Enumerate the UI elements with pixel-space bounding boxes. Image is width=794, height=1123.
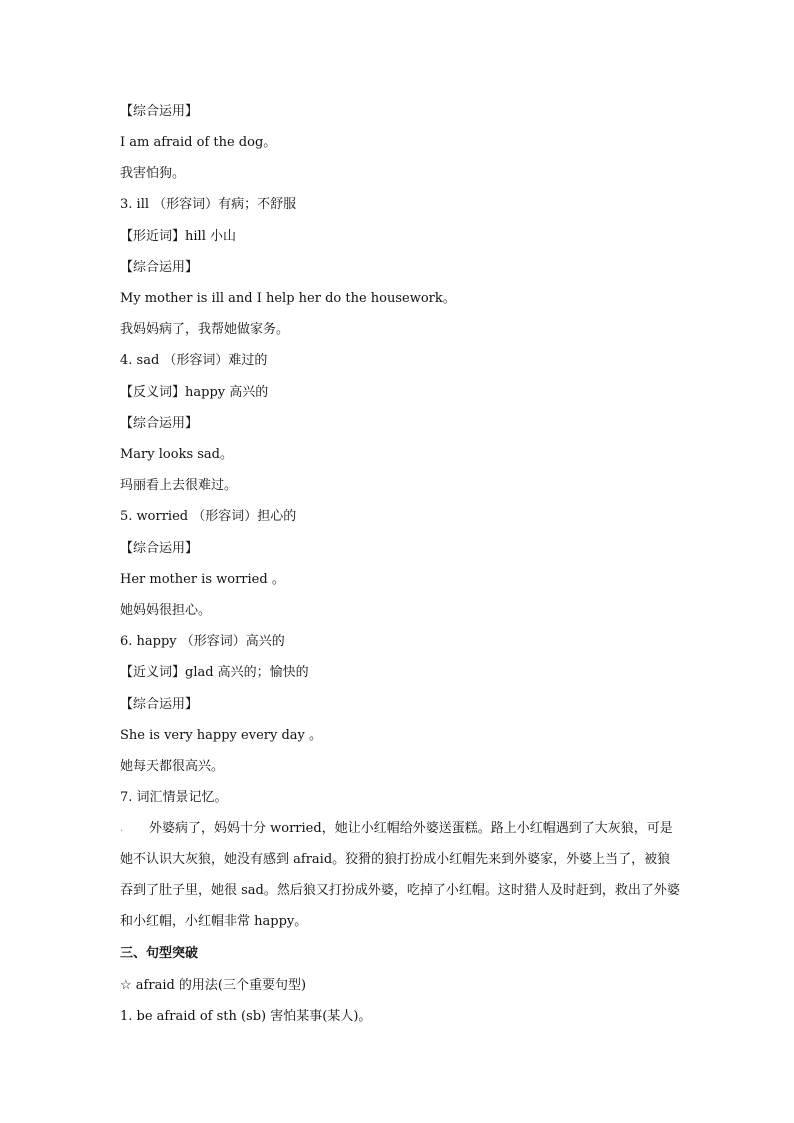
comprehensive-usage-label: 【综合运用】 bbox=[120, 104, 199, 119]
synonym-label: 【近义词】glad 高兴的；愉快的 bbox=[120, 665, 309, 680]
paragraph-marker: . bbox=[120, 823, 124, 834]
similar-word-label: 【形近词】hill 小山 bbox=[120, 229, 236, 244]
example-sentence-zh: 她每天都很高兴。 bbox=[120, 759, 225, 774]
vocab-item-happy: 6. happy （形容词）高兴的 bbox=[120, 634, 285, 649]
comprehensive-usage-label: 【综合运用】 bbox=[120, 260, 199, 275]
example-sentence-en: My mother is ill and I help her do the housework。 bbox=[120, 291, 456, 306]
comprehensive-usage-label: 【综合运用】 bbox=[120, 541, 199, 556]
example-sentence-zh: 我妈妈病了，我帮她做家务。 bbox=[120, 322, 290, 337]
comprehensive-usage-label: 【综合运用】 bbox=[120, 697, 199, 712]
vocab-item-ill: 3. ill （形容词）有病；不舒服 bbox=[120, 197, 297, 212]
sentence-pattern-line: 1. be afraid of sth (sb) 害怕某事(某人)。 bbox=[120, 1009, 372, 1024]
vocab-scene-memory-heading: 7. 词汇情景记忆。 bbox=[120, 790, 228, 805]
vocab-item-worried: 5. worried （形容词）担心的 bbox=[120, 509, 297, 524]
section-title: 三、句型突破 bbox=[120, 946, 199, 961]
example-sentence-zh: 我害怕狗。 bbox=[120, 166, 186, 181]
example-sentence-zh: 她妈妈很担心。 bbox=[120, 603, 212, 618]
story-paragraph: 外婆病了，妈妈十分 worried，她让小红帽给外婆送蛋糕。路上小红帽遇到了大灰狼，可是她不认识大灰狼，她没有感到 afraid。狡猾的狼打扮成小红帽先来到外婆家，外婆上当了，被狼吞到了肚子里，她很 sad。然后狼又打扮成外婆，吃掉了小红帽。这时猎人及时赶到，救出了外婆和小红帽，小红帽非常 happy。 bbox=[120, 821, 680, 929]
antonym-label: 【反义词】happy 高兴的 bbox=[120, 385, 269, 400]
example-sentence-en: She is very happy every day 。 bbox=[120, 728, 323, 743]
example-sentence-en: I am afraid of the dog。 bbox=[120, 135, 277, 150]
comprehensive-usage-label: 【综合运用】 bbox=[120, 416, 199, 431]
example-sentence-zh: 玛丽看上去很难过。 bbox=[120, 478, 238, 493]
example-sentence-en: Mary looks sad。 bbox=[120, 447, 233, 462]
vocab-item-sad: 4. sad （形容词）难过的 bbox=[120, 353, 268, 368]
afraid-usage-line: ☆ afraid 的用法(三个重要句型) bbox=[120, 978, 307, 993]
example-sentence-en: Her mother is worried 。 bbox=[120, 572, 285, 587]
